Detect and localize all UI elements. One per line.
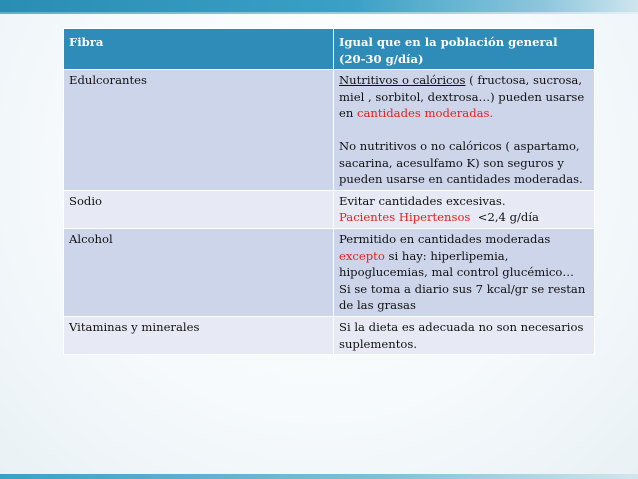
header-cell-recommendation — [334, 29, 595, 70]
row-label: Edulcorantes — [64, 70, 334, 191]
slide-top-accent-bar — [0, 0, 638, 12]
nutritive-sweeteners-term: Nutritivos o calóricos — [339, 73, 466, 88]
row-value — [334, 70, 595, 191]
nutrition-table — [63, 28, 595, 355]
except-highlight: excepto — [339, 248, 385, 263]
row-value — [334, 228, 595, 316]
row-label: Alcohol — [64, 228, 334, 316]
alcohol-kcal-text: Si se toma a diario sus 7 kcal/gr se restan de las grasas — [339, 281, 586, 313]
sodium-advice-text: Evitar cantidades excesivas. — [339, 193, 506, 208]
table-row-vitaminas — [64, 316, 595, 354]
table-row-alcohol — [64, 228, 595, 316]
header-recommendation-range: (20-30 g/día) — [339, 51, 424, 66]
row-label: Sodio — [64, 190, 334, 228]
row-value — [334, 190, 595, 228]
non-nutritive-sweeteners-text: No nutritivos o no calóricos ( aspartamo, sacarina, acesulfamo K) son seguros y pueden usarse en cantidades moderadas. — [339, 138, 583, 187]
slide-top-accent-line — [0, 12, 638, 14]
row-value: Si la dieta es adecuada no son necesarios suplementos. — [334, 316, 595, 354]
table-header-row — [64, 29, 595, 70]
table-row-sodio — [64, 190, 595, 228]
header-cell-fibra: Fibra — [64, 29, 334, 70]
row-label: Vitaminas y minerales — [64, 316, 334, 354]
alcohol-allowed-text: Permitido en cantidades moderadas — [339, 231, 551, 246]
alcohol-exceptions-text: si hay: hiperlipemia, hipoglucemias, mal control glucémico… — [339, 248, 574, 280]
table-row-edulcorantes — [64, 70, 595, 191]
hypertensive-patients-highlight: Pacientes Hipertensos — [339, 210, 471, 225]
header-recommendation-text: Igual que en la población general — [339, 35, 558, 49]
slide-bottom-accent-bar — [0, 474, 638, 479]
moderate-amounts-highlight: cantidades moderadas. — [357, 106, 494, 121]
nutritive-sweeteners-text: ( fructosa, sucrosa, miel , sorbitol, dextrosa…) pueden usarse en — [339, 73, 585, 121]
sodium-limit-text: <2,4 g/día — [470, 210, 539, 225]
